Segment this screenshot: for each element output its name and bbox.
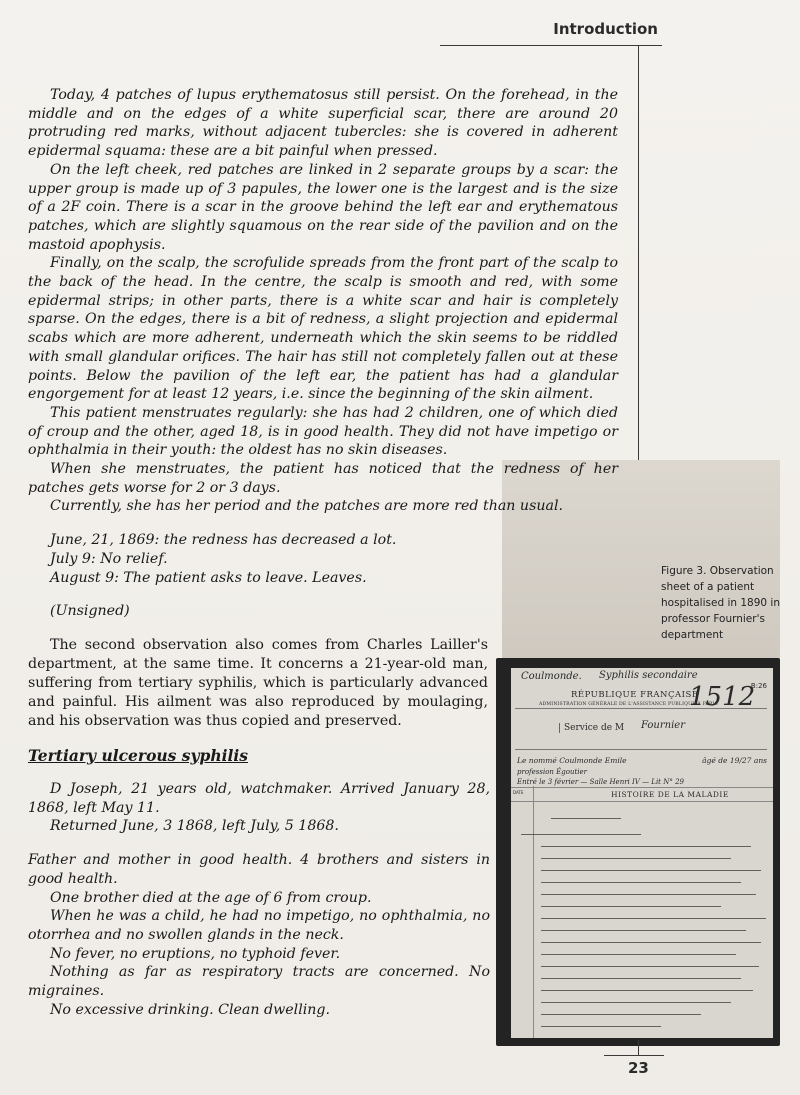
signature-note: (Unsigned)	[50, 603, 130, 620]
paragraph: This patient menstruates regularly: she has had 2 children, one of which died of croup and the other, aged 18, is in good health. They did not have impetigo or ophthalmia in their youth: the oldest has no skin diseases.	[28, 404, 618, 459]
form-code: B:26	[750, 682, 767, 690]
patient-record-block	[28, 780, 490, 1019]
paragraph: When she menstruates, the patient has noticed that the redness of her patches gets worse for 2 or 3 days.	[28, 461, 618, 496]
paragraph: Finally, on the scalp, the scrofulide spreads from the front part of the scalp to the back of the head. In the centre, the scalp is smooth and red, with some epidermal strips; in other parts, there is a white scar and hair is completely sparse. On the edges, there is a bit of redness, a slight projection and epidermal scabs which are more adherent, underneath which the skin seems to be riddled with small glandular orifices. The hair has still not completely fallen out at these points. Below the pavilion of the left ear, the patient has had a glandular engorgement for at least 12 years, i.e. since the beginning of the skin ailment.	[28, 255, 618, 403]
history-line: When he was a child, he had no impetigo, no ophthalmia, no otorrhea and no swollen glands in the neck.	[28, 908, 490, 943]
service-label: Service de M	[559, 723, 624, 733]
paragraph: Today, 4 patches of lupus erythematosus still persist. On the forehead, in the middle and on the edges of a white superficial scar, there are around 20 protruding red marks, without adjacent tubercles: she is covered in adherent epidermal squama: these are a bit painful when pressed.	[28, 87, 618, 160]
patient-intro: Returned June, 3 1868, left July, 5 1868.	[50, 818, 339, 835]
dated-entry: July 9: No relief.	[50, 550, 168, 567]
dated-entry: August 9: The patient asks to leave. Leaves.	[50, 569, 367, 586]
administration-heading: ADMINISTRATION GÉNÉRALE DE L'ASSISTANCE PUBLIQUE À PARIS	[539, 702, 718, 707]
entry-line: Entré le 3 février — Salle Henri IV — Lit N° 29	[517, 778, 684, 786]
footer-rule	[604, 1055, 664, 1056]
patient-intro: D Joseph, 21 years old, watchmaker. Arrived January 28, 1868, left May 11.	[28, 780, 490, 816]
service-name: Fournier	[641, 720, 685, 731]
page-number: 23	[628, 1059, 649, 1077]
paragraph: Currently, she has her period and the patches are more red than usual.	[50, 498, 563, 515]
register-number: 1512	[689, 682, 756, 712]
history-line: Nothing as far as respiratory tracts are concerned. No migraines.	[28, 964, 490, 1000]
footer-column-rule	[638, 1040, 639, 1056]
section-heading: Tertiary ulcerous syphilis	[28, 745, 249, 765]
date-column-label: DATE	[513, 790, 524, 795]
patient-line: Le nommé Coulmonde Emile âgé de 19/27 ans	[517, 756, 767, 765]
republic-heading: RÉPUBLIQUE FRANÇAISE	[571, 690, 699, 700]
running-header: Introduction	[553, 20, 658, 38]
second-observation-paragraph: The second observation also comes from Charles Lailler's department, at the same time. It concerns a 21-year-old man, suffering from tertiary syphilis, which is particularly advanced and painful. His ailment was also reproduced by moulaging, and his observation was thus copied and preserved.	[28, 636, 488, 729]
history-line: No fever, no eruptions, no typhoid fever.	[50, 945, 341, 962]
history-heading: HISTOIRE DE LA MALADIE	[611, 790, 729, 799]
dated-entry: June, 21, 1869: the redness has decreased a lot.	[50, 532, 397, 549]
handwritten-diagnosis: Syphilis secondaire	[599, 670, 698, 681]
date-column-line	[533, 786, 534, 1038]
profession-line: profession Égoutier	[517, 768, 587, 776]
history-line: No excessive drinking. Clean dwelling.	[50, 1001, 330, 1018]
handwritten-patient-name: Coulmonde.	[521, 671, 582, 682]
history-line: Father and mother in good health. 4 brothers and sisters in good health.	[28, 852, 490, 887]
figure-caption: Figure 3. Observation sheet of a patient hospitalised in 1890 in professor Fournier's department	[661, 565, 780, 641]
header-rule	[440, 45, 662, 46]
paragraph: On the left cheek, red patches are linked in 2 separate groups by a scar: the upper group is made up of 3 papules, the lower one is the largest and is the size of a 2F coin. There is a scar in the groove behind the left ear and erythematous patches, which are slightly squamous on the rear side of the pavilion and on the mastoid apophysis.	[28, 161, 618, 253]
history-line: One brother died at the age of 6 from croup.	[50, 889, 372, 906]
observation-sheet-image	[511, 668, 773, 1038]
